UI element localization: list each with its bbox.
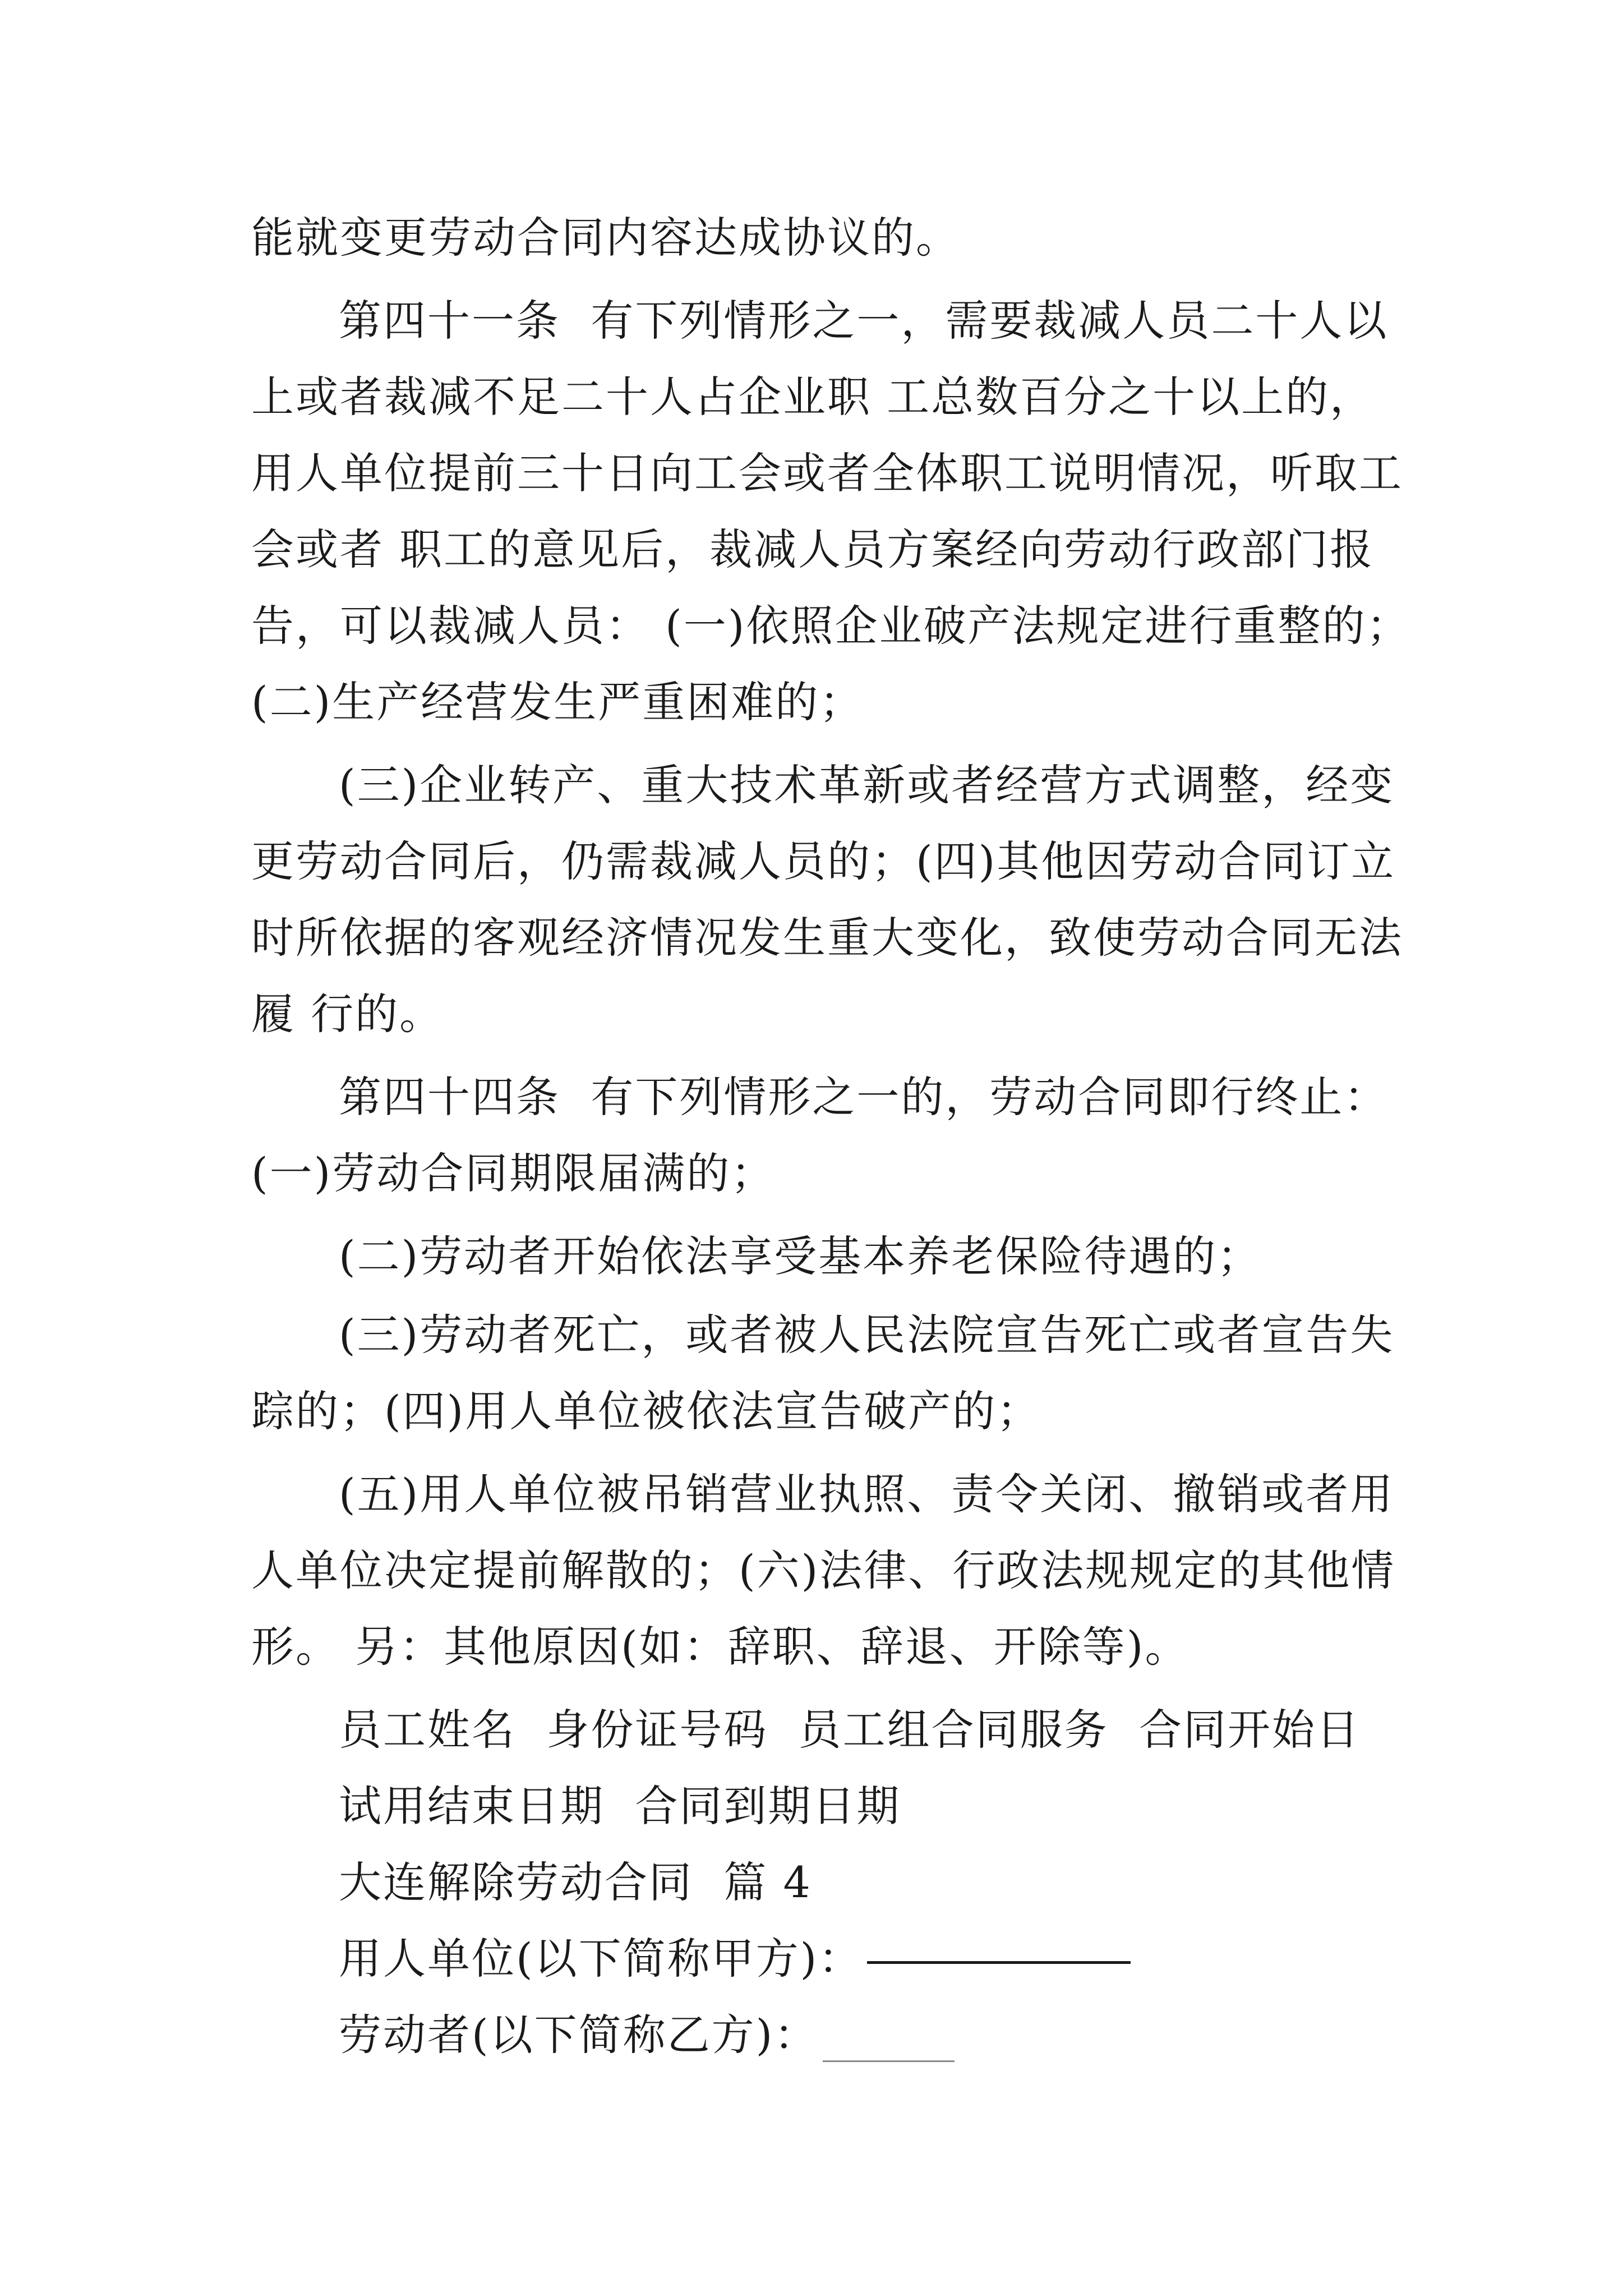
text-line: 人单位决定提前解散的；(六)法律、行政法规规定的其他情 bbox=[251, 1545, 1396, 1595]
text-line: 更劳动合同后，仍需裁减人员的；(四)其他因劳动合同订立 bbox=[251, 836, 1396, 886]
text-line: 告，可以裁减人员： (一)依照企业破产法规定进行重整的； bbox=[251, 601, 1411, 651]
text-line: 用人单位提前三十日向工会或者全体职工说明情况，听取工 bbox=[251, 448, 1403, 498]
text-line: 时所依据的客观经济情况发生重大变化，致使劳动合同无法 bbox=[251, 913, 1403, 963]
text-line: 第四十四条 有下列情形之一的，劳动合同即行终止： bbox=[339, 1072, 1389, 1122]
text-line: 履 行的。 bbox=[251, 989, 444, 1039]
employer-fill-rule bbox=[867, 1961, 1131, 1964]
text-line: 试用结束日期 合同到期日期 bbox=[339, 1781, 901, 1831]
text-line: 踪的；(四)用人单位被依法宣告破产的； bbox=[251, 1386, 1041, 1436]
employer-line bbox=[339, 1931, 1131, 1987]
employee-label: 劳动者(以下简称乙方)： bbox=[339, 2010, 819, 2060]
text-line: (一)劳动合同期限届满的； bbox=[251, 1148, 776, 1198]
text-line: 上或者裁减不足二十人占企业职 工总数百分之十以上的， bbox=[251, 372, 1375, 422]
text-line: 会或者 职工的意见后，裁减人员方案经向劳动行政部门报 bbox=[251, 524, 1375, 574]
text-line: (二)劳动者开始依法享受基本养老保险待遇的； bbox=[339, 1231, 1262, 1281]
employee-line bbox=[339, 2007, 955, 2063]
text-line: 能就变更劳动合同内容达成协议的。 bbox=[251, 213, 960, 263]
employee-fill-blank bbox=[823, 2060, 955, 2062]
text-line: 第四十一条 有下列情形之一，需要裁减人员二十人以 bbox=[339, 296, 1389, 346]
text-line: (二)生产经营发生严重困难的； bbox=[251, 677, 864, 727]
employer-label: 用人单位(以下简称甲方)： bbox=[339, 1934, 863, 1984]
text-line: (五)用人单位被吊销营业执照、责令关闭、撤销或者用 bbox=[339, 1469, 1395, 1519]
text-line: (三)企业转产、重大技术革新或者经营方式调整，经变 bbox=[339, 760, 1395, 810]
text-line: 形。 另：其他原因(如：辞职、辞退、开除等)。 bbox=[251, 1622, 1189, 1672]
text-line: 员工姓名 身份证号码 员工组合同服务 合同开始日 bbox=[339, 1705, 1361, 1755]
text-line: 大连解除劳动合同 篇 4 bbox=[339, 1857, 812, 1907]
text-line: (三)劳动者死亡，或者被人民法院宣告死亡或者宣告失 bbox=[339, 1310, 1395, 1360]
